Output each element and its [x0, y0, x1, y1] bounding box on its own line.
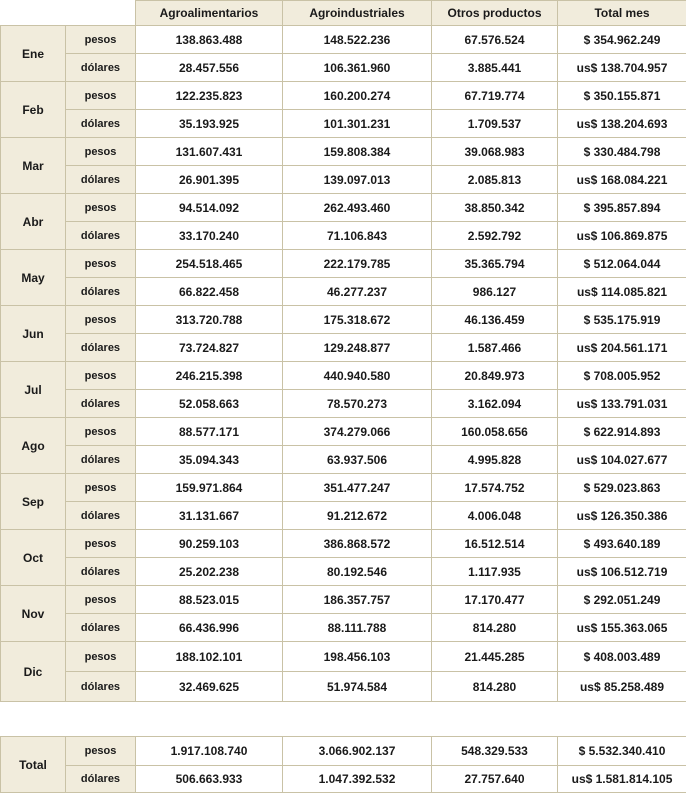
month-label: Ago — [1, 418, 66, 474]
unit-label-dolares: dólares — [66, 614, 136, 642]
value-cell: us$ 126.350.386 — [558, 502, 686, 530]
value-cell: us$ 85.258.489 — [558, 672, 686, 702]
value-cell: $ 529.023.863 — [558, 474, 686, 502]
month-row-pesos — [1, 138, 686, 166]
month-row-pesos — [1, 82, 686, 110]
value-cell: 66.822.458 — [136, 278, 283, 306]
value-cell: 986.127 — [432, 278, 558, 306]
value-cell: 17.574.752 — [432, 474, 558, 502]
value-cell: 35.094.343 — [136, 446, 283, 474]
month-row-dolares — [1, 166, 686, 194]
month-row-dolares — [1, 278, 686, 306]
month-row-pesos — [1, 362, 686, 390]
month-row-dolares — [1, 558, 686, 586]
value-cell: 67.719.774 — [432, 82, 558, 110]
month-label: May — [1, 250, 66, 306]
value-cell: 440.940.580 — [283, 362, 432, 390]
value-cell: 35.193.925 — [136, 110, 283, 138]
month-row-dolares — [1, 334, 686, 362]
value-cell: 148.522.236 — [283, 26, 432, 54]
value-cell: 101.301.231 — [283, 110, 432, 138]
value-cell: us$ 104.027.677 — [558, 446, 686, 474]
unit-label-pesos: pesos — [66, 306, 136, 334]
month-label: Abr — [1, 194, 66, 250]
value-cell: 51.974.584 — [283, 672, 432, 702]
month-label: Mar — [1, 138, 66, 194]
value-cell: 63.937.506 — [283, 446, 432, 474]
value-cell: 814.280 — [432, 672, 558, 702]
month-row-dolares — [1, 54, 686, 82]
column-header-otros-productos: Otros productos — [432, 1, 558, 26]
value-cell: 28.457.556 — [136, 54, 283, 82]
value-cell: 91.212.672 — [283, 502, 432, 530]
unit-label-pesos: pesos — [66, 737, 136, 766]
value-cell: 160.058.656 — [432, 418, 558, 446]
total-cell: 3.066.902.137 — [283, 737, 432, 766]
month-row-pesos — [1, 530, 686, 558]
unit-label-dolares: dólares — [66, 390, 136, 418]
month-row-dolares — [1, 110, 686, 138]
value-cell: 73.724.827 — [136, 334, 283, 362]
unit-label-dolares: dólares — [66, 502, 136, 530]
value-cell: $ 395.857.894 — [558, 194, 686, 222]
unit-label-dolares: dólares — [66, 54, 136, 82]
value-cell: $ 708.005.952 — [558, 362, 686, 390]
value-cell: us$ 138.704.957 — [558, 54, 686, 82]
total-cell: 1.917.108.740 — [136, 737, 283, 766]
value-cell: 262.493.460 — [283, 194, 432, 222]
month-label: Jun — [1, 306, 66, 362]
month-row-dolares — [1, 614, 686, 642]
value-cell: us$ 133.791.031 — [558, 390, 686, 418]
total-cell: 506.663.933 — [136, 766, 283, 793]
month-row-dolares — [1, 502, 686, 530]
value-cell: us$ 155.363.065 — [558, 614, 686, 642]
value-cell: 67.576.524 — [432, 26, 558, 54]
unit-label-pesos: pesos — [66, 250, 136, 278]
value-cell: 2.085.813 — [432, 166, 558, 194]
value-cell: 20.849.973 — [432, 362, 558, 390]
month-row-pesos — [1, 26, 686, 54]
month-row-pesos — [1, 586, 686, 614]
unit-label-dolares: dólares — [66, 766, 136, 793]
value-cell: us$ 138.204.693 — [558, 110, 686, 138]
value-cell: 222.179.785 — [283, 250, 432, 278]
column-header-agroalimentarios: Agroalimentarios — [136, 1, 283, 26]
value-cell: 160.200.274 — [283, 82, 432, 110]
value-cell: 94.514.092 — [136, 194, 283, 222]
value-cell: 2.592.792 — [432, 222, 558, 250]
value-cell: 131.607.431 — [136, 138, 283, 166]
unit-label-dolares: dólares — [66, 222, 136, 250]
month-label: Dic — [1, 642, 66, 702]
value-cell: 313.720.788 — [136, 306, 283, 334]
unit-label-pesos: pesos — [66, 586, 136, 614]
value-cell: 39.068.983 — [432, 138, 558, 166]
value-cell: 386.868.572 — [283, 530, 432, 558]
value-cell: 78.570.273 — [283, 390, 432, 418]
value-cell: 52.058.663 — [136, 390, 283, 418]
total-row-pesos — [1, 737, 686, 766]
value-cell: 175.318.672 — [283, 306, 432, 334]
value-cell: 31.131.667 — [136, 502, 283, 530]
value-cell: us$ 114.085.821 — [558, 278, 686, 306]
total-cell: 1.047.392.532 — [283, 766, 432, 793]
value-cell: 159.808.384 — [283, 138, 432, 166]
column-header-total-mes: Total mes — [558, 1, 686, 26]
header-row — [1, 1, 686, 26]
value-cell: $ 493.640.189 — [558, 530, 686, 558]
month-row-pesos — [1, 194, 686, 222]
value-cell: 186.357.757 — [283, 586, 432, 614]
unit-label-pesos: pesos — [66, 642, 136, 672]
total-row-dolares — [1, 766, 686, 793]
month-label: Feb — [1, 82, 66, 138]
month-row-dolares — [1, 446, 686, 474]
value-cell: 88.523.015 — [136, 586, 283, 614]
total-cell: 548.329.533 — [432, 737, 558, 766]
value-cell: 26.901.395 — [136, 166, 283, 194]
value-cell: $ 408.003.489 — [558, 642, 686, 672]
value-cell: 25.202.238 — [136, 558, 283, 586]
month-row-pesos — [1, 474, 686, 502]
value-cell: 4.006.048 — [432, 502, 558, 530]
unit-label-pesos: pesos — [66, 26, 136, 54]
month-row-pesos — [1, 250, 686, 278]
value-cell: 21.445.285 — [432, 642, 558, 672]
total-table — [0, 736, 686, 793]
value-cell: 188.102.101 — [136, 642, 283, 672]
value-cell: 814.280 — [432, 614, 558, 642]
value-cell: 129.248.877 — [283, 334, 432, 362]
value-cell: $ 292.051.249 — [558, 586, 686, 614]
unit-label-dolares: dólares — [66, 110, 136, 138]
value-cell: $ 354.962.249 — [558, 26, 686, 54]
month-label: Jul — [1, 362, 66, 418]
month-label: Nov — [1, 586, 66, 642]
value-cell: 139.097.013 — [283, 166, 432, 194]
total-label: Total — [1, 737, 66, 793]
value-cell: us$ 106.512.719 — [558, 558, 686, 586]
unit-label-pesos: pesos — [66, 418, 136, 446]
month-row-pesos — [1, 418, 686, 446]
month-row-dolares — [1, 222, 686, 250]
value-cell: 88.111.788 — [283, 614, 432, 642]
unit-label-pesos: pesos — [66, 138, 136, 166]
unit-label-pesos: pesos — [66, 474, 136, 502]
value-cell: $ 512.064.044 — [558, 250, 686, 278]
value-cell: 71.106.843 — [283, 222, 432, 250]
total-cell: us$ 1.581.814.105 — [558, 766, 686, 793]
value-cell: 66.436.996 — [136, 614, 283, 642]
unit-label-dolares: dólares — [66, 446, 136, 474]
value-cell: $ 535.175.919 — [558, 306, 686, 334]
value-cell: 3.162.094 — [432, 390, 558, 418]
unit-label-dolares: dólares — [66, 166, 136, 194]
month-row-dolares — [1, 672, 686, 702]
unit-label-pesos: pesos — [66, 194, 136, 222]
header-blank-month — [1, 1, 66, 26]
column-header-agroindustriales: Agroindustriales — [283, 1, 432, 26]
total-cell: 27.757.640 — [432, 766, 558, 793]
value-cell: 17.170.477 — [432, 586, 558, 614]
value-cell: 90.259.103 — [136, 530, 283, 558]
value-cell: 3.885.441 — [432, 54, 558, 82]
value-cell: 106.361.960 — [283, 54, 432, 82]
value-cell: 46.277.237 — [283, 278, 432, 306]
unit-label-pesos: pesos — [66, 362, 136, 390]
value-cell: $ 330.484.798 — [558, 138, 686, 166]
month-label: Oct — [1, 530, 66, 586]
value-cell: 254.518.465 — [136, 250, 283, 278]
header-blank-unit — [66, 1, 136, 26]
value-cell: us$ 168.084.221 — [558, 166, 686, 194]
value-cell: 374.279.066 — [283, 418, 432, 446]
value-cell: $ 622.914.893 — [558, 418, 686, 446]
value-cell: 1.117.935 — [432, 558, 558, 586]
unit-label-pesos: pesos — [66, 530, 136, 558]
unit-label-dolares: dólares — [66, 672, 136, 702]
month-row-pesos — [1, 306, 686, 334]
unit-label-pesos: pesos — [66, 82, 136, 110]
month-label: Ene — [1, 26, 66, 82]
month-row-pesos — [1, 642, 686, 672]
value-cell: 159.971.864 — [136, 474, 283, 502]
value-cell: us$ 106.869.875 — [558, 222, 686, 250]
unit-label-dolares: dólares — [66, 278, 136, 306]
value-cell: $ 350.155.871 — [558, 82, 686, 110]
value-cell: 32.469.625 — [136, 672, 283, 702]
month-rows — [1, 26, 686, 702]
value-cell: 1.709.537 — [432, 110, 558, 138]
value-cell: 122.235.823 — [136, 82, 283, 110]
value-cell: 33.170.240 — [136, 222, 283, 250]
unit-label-dolares: dólares — [66, 558, 136, 586]
month-row-dolares — [1, 390, 686, 418]
month-label: Sep — [1, 474, 66, 530]
total-cell: $ 5.532.340.410 — [558, 737, 686, 766]
value-cell: 80.192.546 — [283, 558, 432, 586]
value-cell: 246.215.398 — [136, 362, 283, 390]
value-cell: 138.863.488 — [136, 26, 283, 54]
value-cell: 16.512.514 — [432, 530, 558, 558]
value-cell: 35.365.794 — [432, 250, 558, 278]
value-cell: 1.587.466 — [432, 334, 558, 362]
value-cell: us$ 204.561.171 — [558, 334, 686, 362]
value-cell: 351.477.247 — [283, 474, 432, 502]
value-cell: 46.136.459 — [432, 306, 558, 334]
value-cell: 38.850.342 — [432, 194, 558, 222]
unit-label-dolares: dólares — [66, 334, 136, 362]
value-cell: 4.995.828 — [432, 446, 558, 474]
value-cell: 198.456.103 — [283, 642, 432, 672]
value-cell: 88.577.171 — [136, 418, 283, 446]
